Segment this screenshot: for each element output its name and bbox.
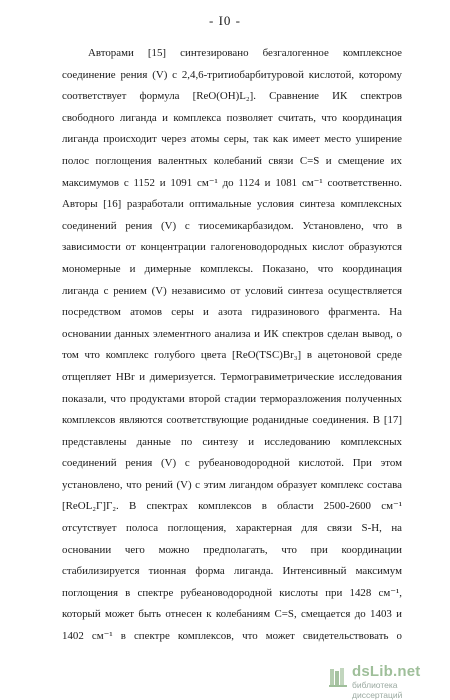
text-line: 1402 см⁻¹ в спектре комплексов, что может свидетельствовать о	[62, 630, 402, 643]
body-text	[62, 43, 402, 648]
text-line: мономерные и димерные комплексы. Показано, что координация	[62, 262, 402, 275]
text-line: поглощения в спектре рубеановодородной кислоты при 1428 см⁻¹,	[62, 586, 402, 599]
text-line: [ReOL₂Г]Г₂. В спектрах комплексов в области 2500-2600 см⁻¹	[62, 500, 402, 513]
text-line: Авторами [15] синтезировано безгалогенное комплексное	[88, 47, 402, 59]
text-line: показали, что продуктами второй стадии терморазложения полученных	[62, 392, 402, 405]
text-line: основании чего можно предполагать, что при координации	[62, 543, 402, 556]
text-line: лиганда с рением (V) независимо от условий синтеза осуществляется	[62, 284, 402, 297]
book-stack-icon	[328, 666, 350, 688]
watermark	[328, 663, 438, 700]
text-line: лиганда происходит через атомы серы, так как имеет место уширение	[62, 133, 402, 146]
text-line: зависимости от концентрации галогеноводородных кислот образуются	[62, 241, 402, 254]
text-line: соединений рения (V) с рубеановодородной кислотой. При этом	[62, 457, 402, 470]
watermark-title: dsLib.net	[352, 663, 421, 680]
text-line: максимумов с 1152 и 1091 см⁻¹ до 1124 и 1081 см⁻¹ соответственно.	[62, 176, 402, 189]
text-line: том что комплекс голубого цвета [ReO(TSC)Br₃] в ацетоновой среде	[62, 349, 402, 362]
text-line: Авторы [16] разработали оптимальные условия синтеза комплексных	[62, 198, 402, 211]
text-line: отсутствует полоса поглощения, характерная для связи S-H, на	[62, 522, 402, 535]
text-line: который может быть отнесен к колебаниям C=S, смещается до 1403 и	[62, 608, 402, 621]
text-line: соединение рения (V) с 2,4,6-тритиобарбитуровой кислотой, которому	[62, 68, 402, 81]
text-line: комплексов являются соответствующие роданидные соединения. В [17]	[62, 414, 402, 427]
text-line: соединений рения (V) с тиосемикарбазидом. Установлено, что в	[62, 219, 402, 232]
text-line: отщепляет HBr и димеризуется. Термогравиметрические исследования	[62, 370, 402, 383]
text-line: посредством атомов серы и азота гидразинового фрагмента. На	[62, 306, 402, 319]
watermark-subtitle: библиотека диссертаций	[352, 680, 403, 700]
text-line: основании данных элементного анализа и ИК спектров сделан вывод, о	[62, 327, 402, 340]
text-line: полос поглощения валентных колебаний связи C=S и смещение их	[62, 154, 402, 167]
page-number: - I0 -	[209, 13, 241, 28]
text-line: соответствует формула [ReO(OH)L₂]. Сравнение ИК спектров	[62, 90, 402, 103]
text-line: представлены данные по синтезу и исследованию комплексных	[62, 435, 402, 448]
text-line: стабилизируется тионная форма лиганда. Интенсивный максимум	[62, 565, 402, 578]
text-line: свободного лиганда и комплекса позволяет считать, что координация	[62, 111, 402, 124]
text-line: установлено, что рений (V) с этим лигандом образует комплекс состава	[62, 478, 402, 491]
